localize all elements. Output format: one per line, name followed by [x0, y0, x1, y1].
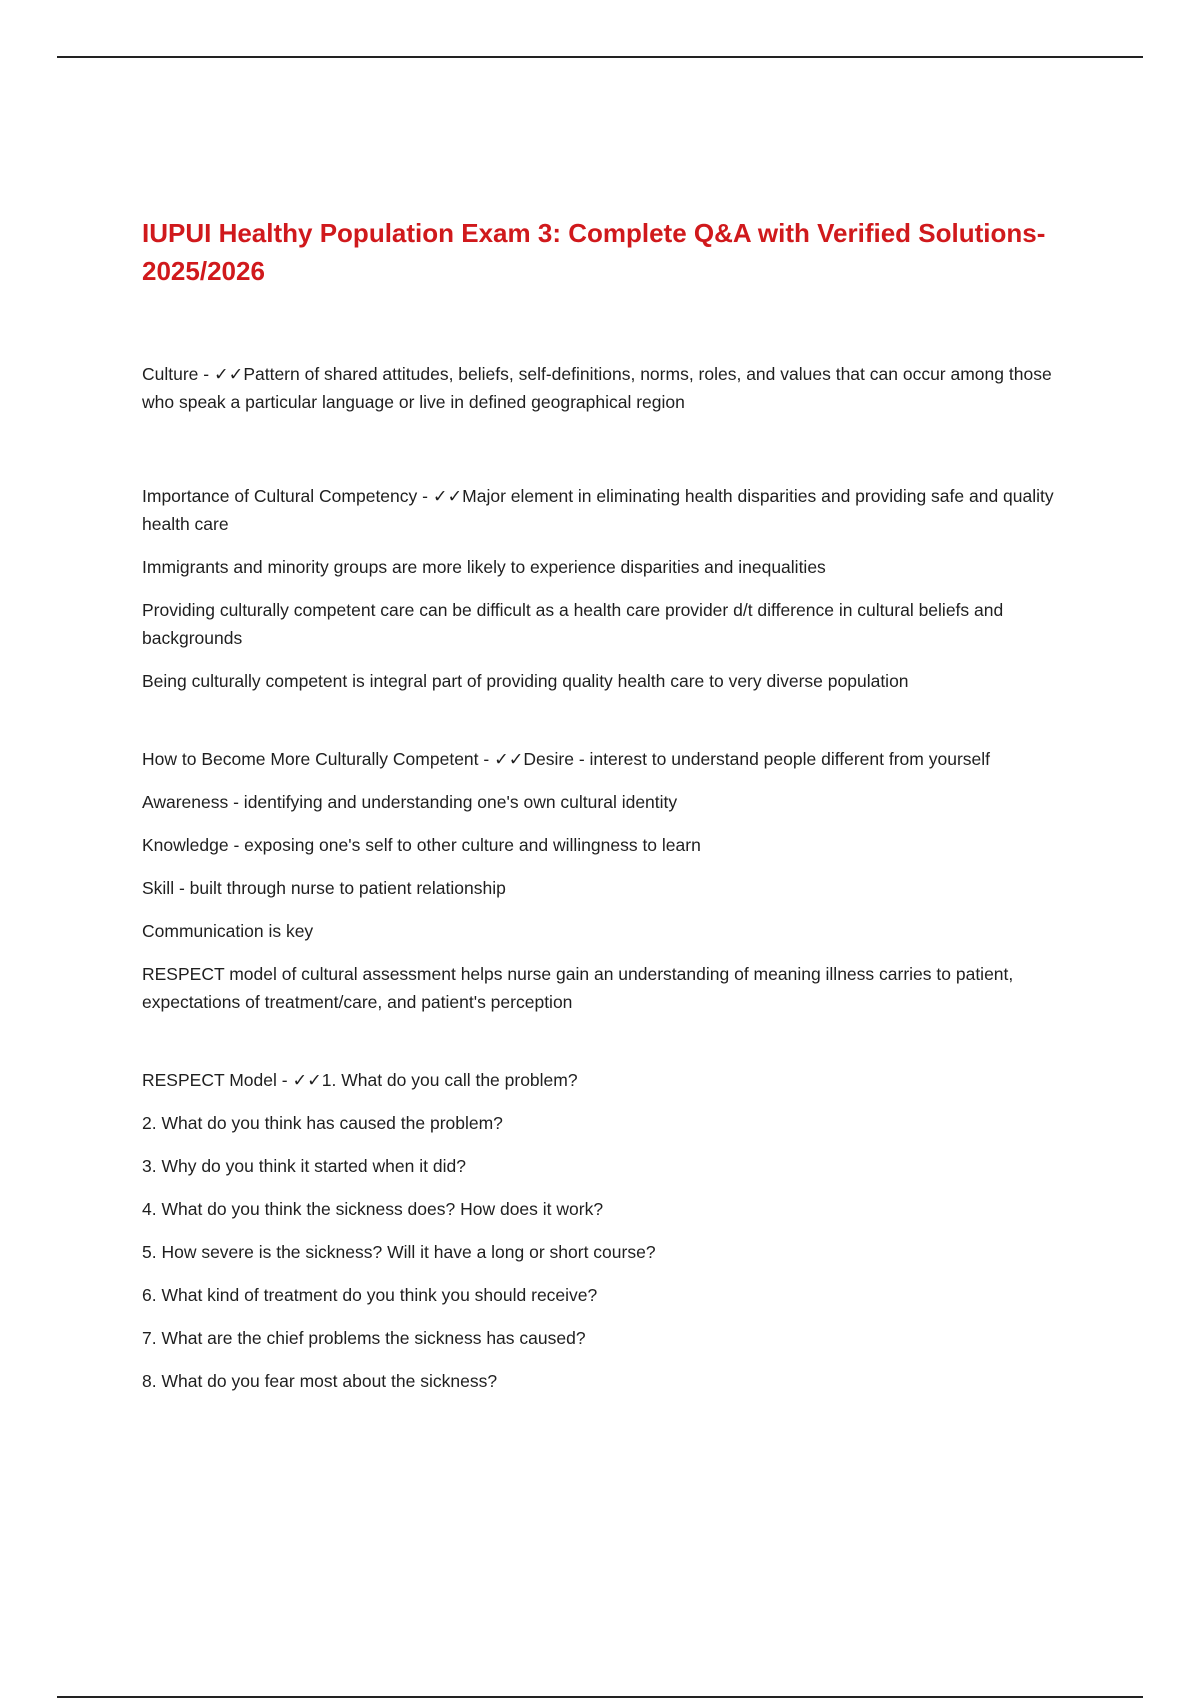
- answer-text: Major element in eliminating health disparities and providing safe and quality health care: [142, 486, 1054, 534]
- qa-item-become-competent: [142, 745, 1082, 1016]
- qa-line: Culture - ✓✓Pattern of shared attitudes, beliefs, self-definitions, norms, roles, and values that can occur among those who speak a particular language or live in defined geographical region: [142, 364, 1052, 412]
- answer-line: Knowledge - exposing one's self to other culture and willingness to learn: [142, 835, 701, 855]
- question-text: RESPECT Model: [142, 1070, 277, 1090]
- answer-text: Pattern of shared attitudes, beliefs, self-definitions, norms, roles, and values that can occur among those who speak a particular language or live in defined geographical region: [142, 364, 1052, 412]
- answer-line: 2. What do you think has caused the problem?: [142, 1113, 503, 1133]
- answer-line: 3. Why do you think it started when it did?: [142, 1156, 466, 1176]
- answer-line: Awareness - identifying and understanding one's own cultural identity: [142, 792, 678, 812]
- question-text: Culture: [142, 364, 199, 384]
- answer-line: Providing culturally competent care can be difficult as a health care provider d/t difference in cultural beliefs and backgrounds: [142, 600, 1004, 648]
- check-mark: ✓✓: [494, 749, 524, 769]
- answer-text: 1. What do you call the problem?: [321, 1070, 578, 1090]
- qa-line: Importance of Cultural Competency - ✓✓Major element in eliminating health disparities and providing safe and quality health care: [142, 486, 1054, 534]
- check-mark: ✓✓: [213, 364, 244, 384]
- answer-line: 6. What kind of treatment do you think you should receive?: [142, 1285, 598, 1305]
- qa-item-respect-model: [142, 1066, 1082, 1395]
- answer-line: 4. What do you think the sickness does? How does it work?: [142, 1199, 604, 1219]
- qa-item-importance: [142, 482, 1082, 695]
- answer-line: Skill - built through nurse to patient relationship: [142, 878, 506, 898]
- qa-line: RESPECT Model - ✓✓1. What do you call the problem?: [142, 1070, 578, 1090]
- document-body: [142, 214, 1082, 1410]
- check-mark: ✓✓: [292, 1070, 322, 1090]
- answer-line: 8. What do you fear most about the sickness?: [142, 1371, 498, 1391]
- answer-line: Immigrants and minority groups are more likely to experience disparities and inequalities: [142, 557, 826, 577]
- bottom-rule: [57, 1696, 1143, 1698]
- answer-text: Desire - interest to understand people different from yourself: [523, 749, 991, 769]
- answer-line: Being culturally competent is integral part of providing quality health care to very diverse population: [142, 671, 909, 691]
- answer-line: 5. How severe is the sickness? Will it have a long or short course?: [142, 1242, 656, 1262]
- answer-line: Communication is key: [142, 921, 314, 941]
- question-text: How to Become More Culturally Competent: [142, 749, 479, 769]
- answer-line: RESPECT model of cultural assessment helps nurse gain an understanding of meaning illness carries to patient, expectations of treatment/care, and patient's perception: [142, 964, 1014, 1012]
- question-text: Importance of Cultural Competency: [142, 486, 418, 506]
- check-mark: ✓✓: [432, 486, 463, 506]
- answer-line: 7. What are the chief problems the sickness has caused?: [142, 1328, 586, 1348]
- qa-item-culture: [142, 360, 1082, 416]
- qa-line: How to Become More Culturally Competent - ✓✓Desire - interest to understand people different from yourself: [142, 749, 991, 769]
- document-title: IUPUI Healthy Population Exam 3: Complete Q&A with Verified Solutions-2025/2026: [142, 218, 1046, 286]
- top-rule: [57, 56, 1143, 58]
